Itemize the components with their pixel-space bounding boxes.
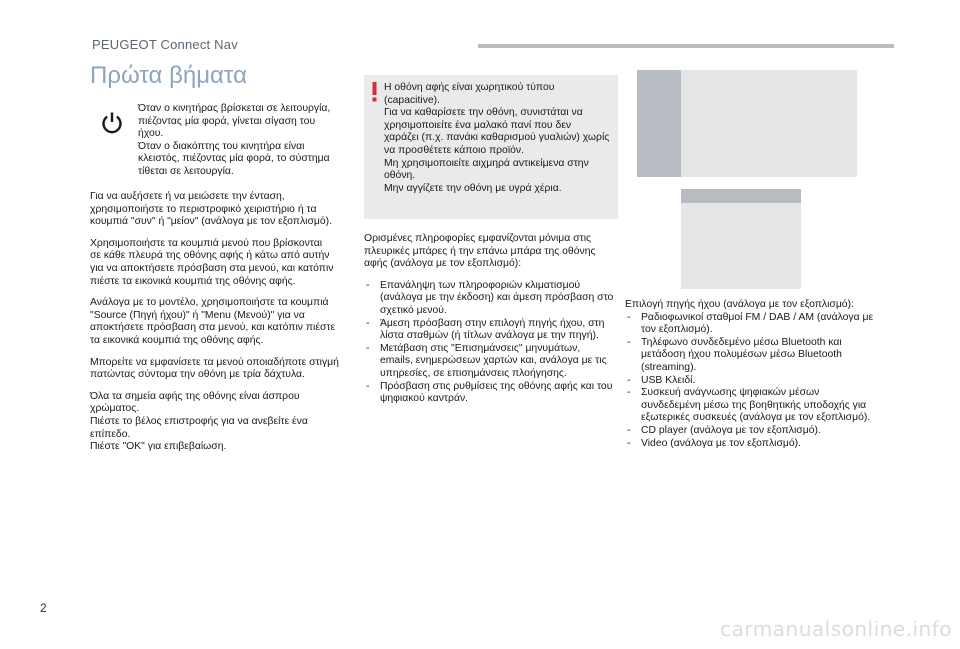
paragraph: [90, 238, 352, 288]
column-left: [90, 103, 352, 463]
list-item-line: - Video (ανάλογα με τον εξοπλισμό).: [641, 437, 802, 449]
list-item-line: - Πρόσβαση στις ρυθμίσεις της οθόνης αφής και του: [380, 380, 613, 392]
paragraph-line: Ανάλογα με το μοντέλο, χρησιμοποιήστε τα κουμπιά: [90, 297, 329, 309]
power-text-line: ήχου.: [138, 128, 164, 140]
paragraph-line: Χρησιμοποιήστε τα κουμπιά μενού που βρίσκονται: [90, 237, 323, 249]
page-number: 2: [40, 601, 47, 615]
list-item: [364, 280, 618, 318]
list-item-line: - Συσκευή ανάγνωσης ψηφιακών μέσων: [641, 387, 820, 399]
power-description: [138, 103, 354, 179]
warning-line: χρησιμοποιείτε ένα μαλακό πανί που δεν: [384, 119, 572, 131]
left-paragraphs: [90, 191, 352, 454]
info-bars-intro: [364, 233, 618, 271]
warning-text: [384, 82, 610, 195]
watermark: carmanualsonline.info: [720, 617, 952, 641]
page-title: Πρώτα βήματα: [90, 62, 247, 89]
list-item-line: συνδεδεμένη μέσω της βοηθητικής υποδοχής για: [641, 399, 867, 411]
list-item-line: ψηφιακού καντράν.: [380, 393, 469, 405]
warning-line: οθόνη.: [384, 170, 416, 182]
screen-display-area: [681, 70, 857, 177]
list-item-line: - Τηλέφωνο συνδεδεμένο μέσω Bluetooth και: [641, 336, 842, 348]
header-section-title: PEUGEOT Connect Nav: [92, 37, 238, 52]
exclamation-icon: [371, 82, 378, 102]
warning-line: Για να καθαρίσετε την οθόνη, συνιστάται να: [384, 107, 583, 119]
audio-sources-intro: Επιλογή πηγής ήχου (ανάλογα με τον εξοπλισμό):: [625, 299, 854, 310]
paragraph-line: επίπεδο.: [90, 428, 131, 440]
warning-line: Η οθόνη αφής είναι χωρητικού τύπου: [384, 82, 555, 93]
paragraph-line: κουμπιά "συν" ή "μείον" (ανάλογα με τον εξοπλισμό).: [90, 216, 333, 228]
paragraph-line: τα εικονικά κουμπιά της οθόνης αφής.: [90, 334, 264, 346]
paragraph-line: αποκτήσετε πρόσβαση στα μενού, και κατόπιν πιέστε: [90, 322, 336, 334]
list-item-line: τον εξοπλισμό).: [641, 324, 713, 336]
list-item-line: - CD player (ανάλογα με τον εξοπλισμό).: [641, 424, 821, 436]
list-item: [625, 425, 895, 438]
list-item-line: - Άμεση πρόσβαση στην επιλογή πηγής ήχου, στη: [380, 317, 605, 329]
list-item-line: - Ραδιοφωνικοί σταθμοί FM / DAB / AM (ανάλογα με: [641, 311, 874, 323]
list-item-line: emails, ενημερώσεων χαρτών και, ανάλογα με τις: [380, 355, 607, 367]
list-item-line: (streaming).: [641, 361, 697, 373]
list-item-line: υπηρεσίες, σε επισημάνσεις πλοήγησης.: [380, 367, 567, 379]
list-item: [625, 375, 895, 388]
screen-illustration-large: [637, 70, 857, 177]
list-item-line: μετάδοση ήχου πολυμέσων μέσω Bluetooth: [641, 349, 842, 361]
paragraph-line: πιέστε τα εικονικά κουμπιά της οθόνης αφής.: [90, 275, 296, 287]
warning-line: (capacitive).: [384, 94, 441, 106]
power-text-line: Όταν ο διακόπτης του κινητήρα είναι: [138, 140, 305, 152]
screen-illustration-small: [681, 189, 801, 289]
list-item: [625, 312, 895, 337]
audio-sources: [625, 299, 895, 450]
paragraph-line: χρώματος.: [90, 403, 140, 415]
power-text-line: πιέζοντας μία φορά, γίνεται σίγαση του: [138, 115, 316, 127]
list-item-line: (ανάλογα με την έκδοση) και άμεση πρόσβαση στο: [380, 292, 614, 304]
list-item-line: λίστα σταθμών (ή τίτλων ανάλογα με την πηγή).: [380, 330, 599, 342]
column-middle: [364, 75, 618, 406]
paragraph-line: σε κάθε πλευρά της οθόνης αφής ή κάτω από αυτήν: [90, 250, 330, 262]
paragraph-line: Πιέστε "OK" για επιβεβαίωση.: [90, 441, 227, 453]
warning-line: χαράζει (π.χ. πανάκι καθαρισμού γυαλιών) χωρίς: [384, 132, 610, 144]
list-item-line: - Μετάβαση στις "Επισημάνσεις" μηνυμάτων,: [380, 342, 581, 354]
list-item-line: σχετικό μενού.: [380, 304, 447, 316]
power-text-line: κλειστός, πιέζοντας μία φορά, το σύστημα: [138, 153, 330, 165]
paragraph-line: για να αποκτήσετε πρόσβαση στα μενού, και κατόπιν: [90, 262, 334, 274]
paragraph-line: "Source (Πηγή ήχου)" ή "Menu (Μενού)" για να: [90, 309, 305, 321]
power-button-section: [90, 103, 352, 175]
list-item: [625, 438, 895, 451]
audio-sources-list: [625, 312, 895, 451]
info-bars-list: [364, 280, 618, 406]
paragraph-line: Όλα τα σημεία αφής της οθόνης είναι άσπρου: [90, 390, 300, 402]
paragraph: [90, 191, 352, 229]
intro-line: πλευρικές μπάρες ή την επάνω μπάρα της οθόνης: [364, 245, 596, 257]
list-item-line: - Επανάληψη των πληροφοριών κλιματισμού: [380, 279, 581, 291]
paragraph-line: χρησιμοποιήστε το περιστροφικό χειριστήριο ή τα: [90, 203, 317, 215]
warning-line: να προσθέτετε κάποιο προϊόν.: [384, 144, 525, 156]
power-text-line: Όταν ο κινητήρας βρίσκεται σε λειτουργία,: [138, 103, 331, 114]
power-icon: [100, 111, 124, 135]
paragraph-line: πατώντας σύντομα την οθόνη με τρία δάχτυλα.: [90, 369, 305, 381]
warning-line: Μην αγγίζετε την οθόνη με υγρά χέρια.: [384, 182, 562, 194]
header-rule: [478, 44, 894, 48]
list-item: [364, 343, 618, 381]
warning-line: Μη χρησιμοποιείτε αιχμηρά αντικείμενα στην: [384, 157, 589, 169]
column-right: [625, 70, 895, 450]
list-item: [625, 337, 895, 375]
warning-box: [364, 75, 618, 219]
list-item-line: εξωτερικές συσκευές (ανάλογα με τον εξοπλισμό).: [641, 412, 871, 424]
paragraph-line: Μπορείτε να εμφανίσετε τα μενού οποιαδήποτε στιγμή: [90, 356, 339, 368]
power-text-line: τίθεται σε λειτουργία.: [138, 165, 234, 177]
list-item: [364, 318, 618, 343]
list-item-line: - USB Κλειδί.: [641, 374, 696, 386]
paragraph: [90, 357, 352, 382]
intro-line: Ορισμένες πληροφορίες εμφανίζονται μόνιμα στις: [364, 233, 592, 244]
paragraph: [90, 391, 352, 454]
list-item: [364, 381, 618, 406]
intro-line: αφής (ανάλογα με τον εξοπλισμό):: [364, 258, 522, 270]
list-item: [625, 387, 895, 425]
paragraph: [90, 297, 352, 347]
paragraph-line: Για να αυξήσετε ή να μειώσετε την ένταση,: [90, 191, 285, 202]
paragraph-line: Πιέστε το βέλος επιστροφής για να ανεβείτε ένα: [90, 415, 308, 427]
